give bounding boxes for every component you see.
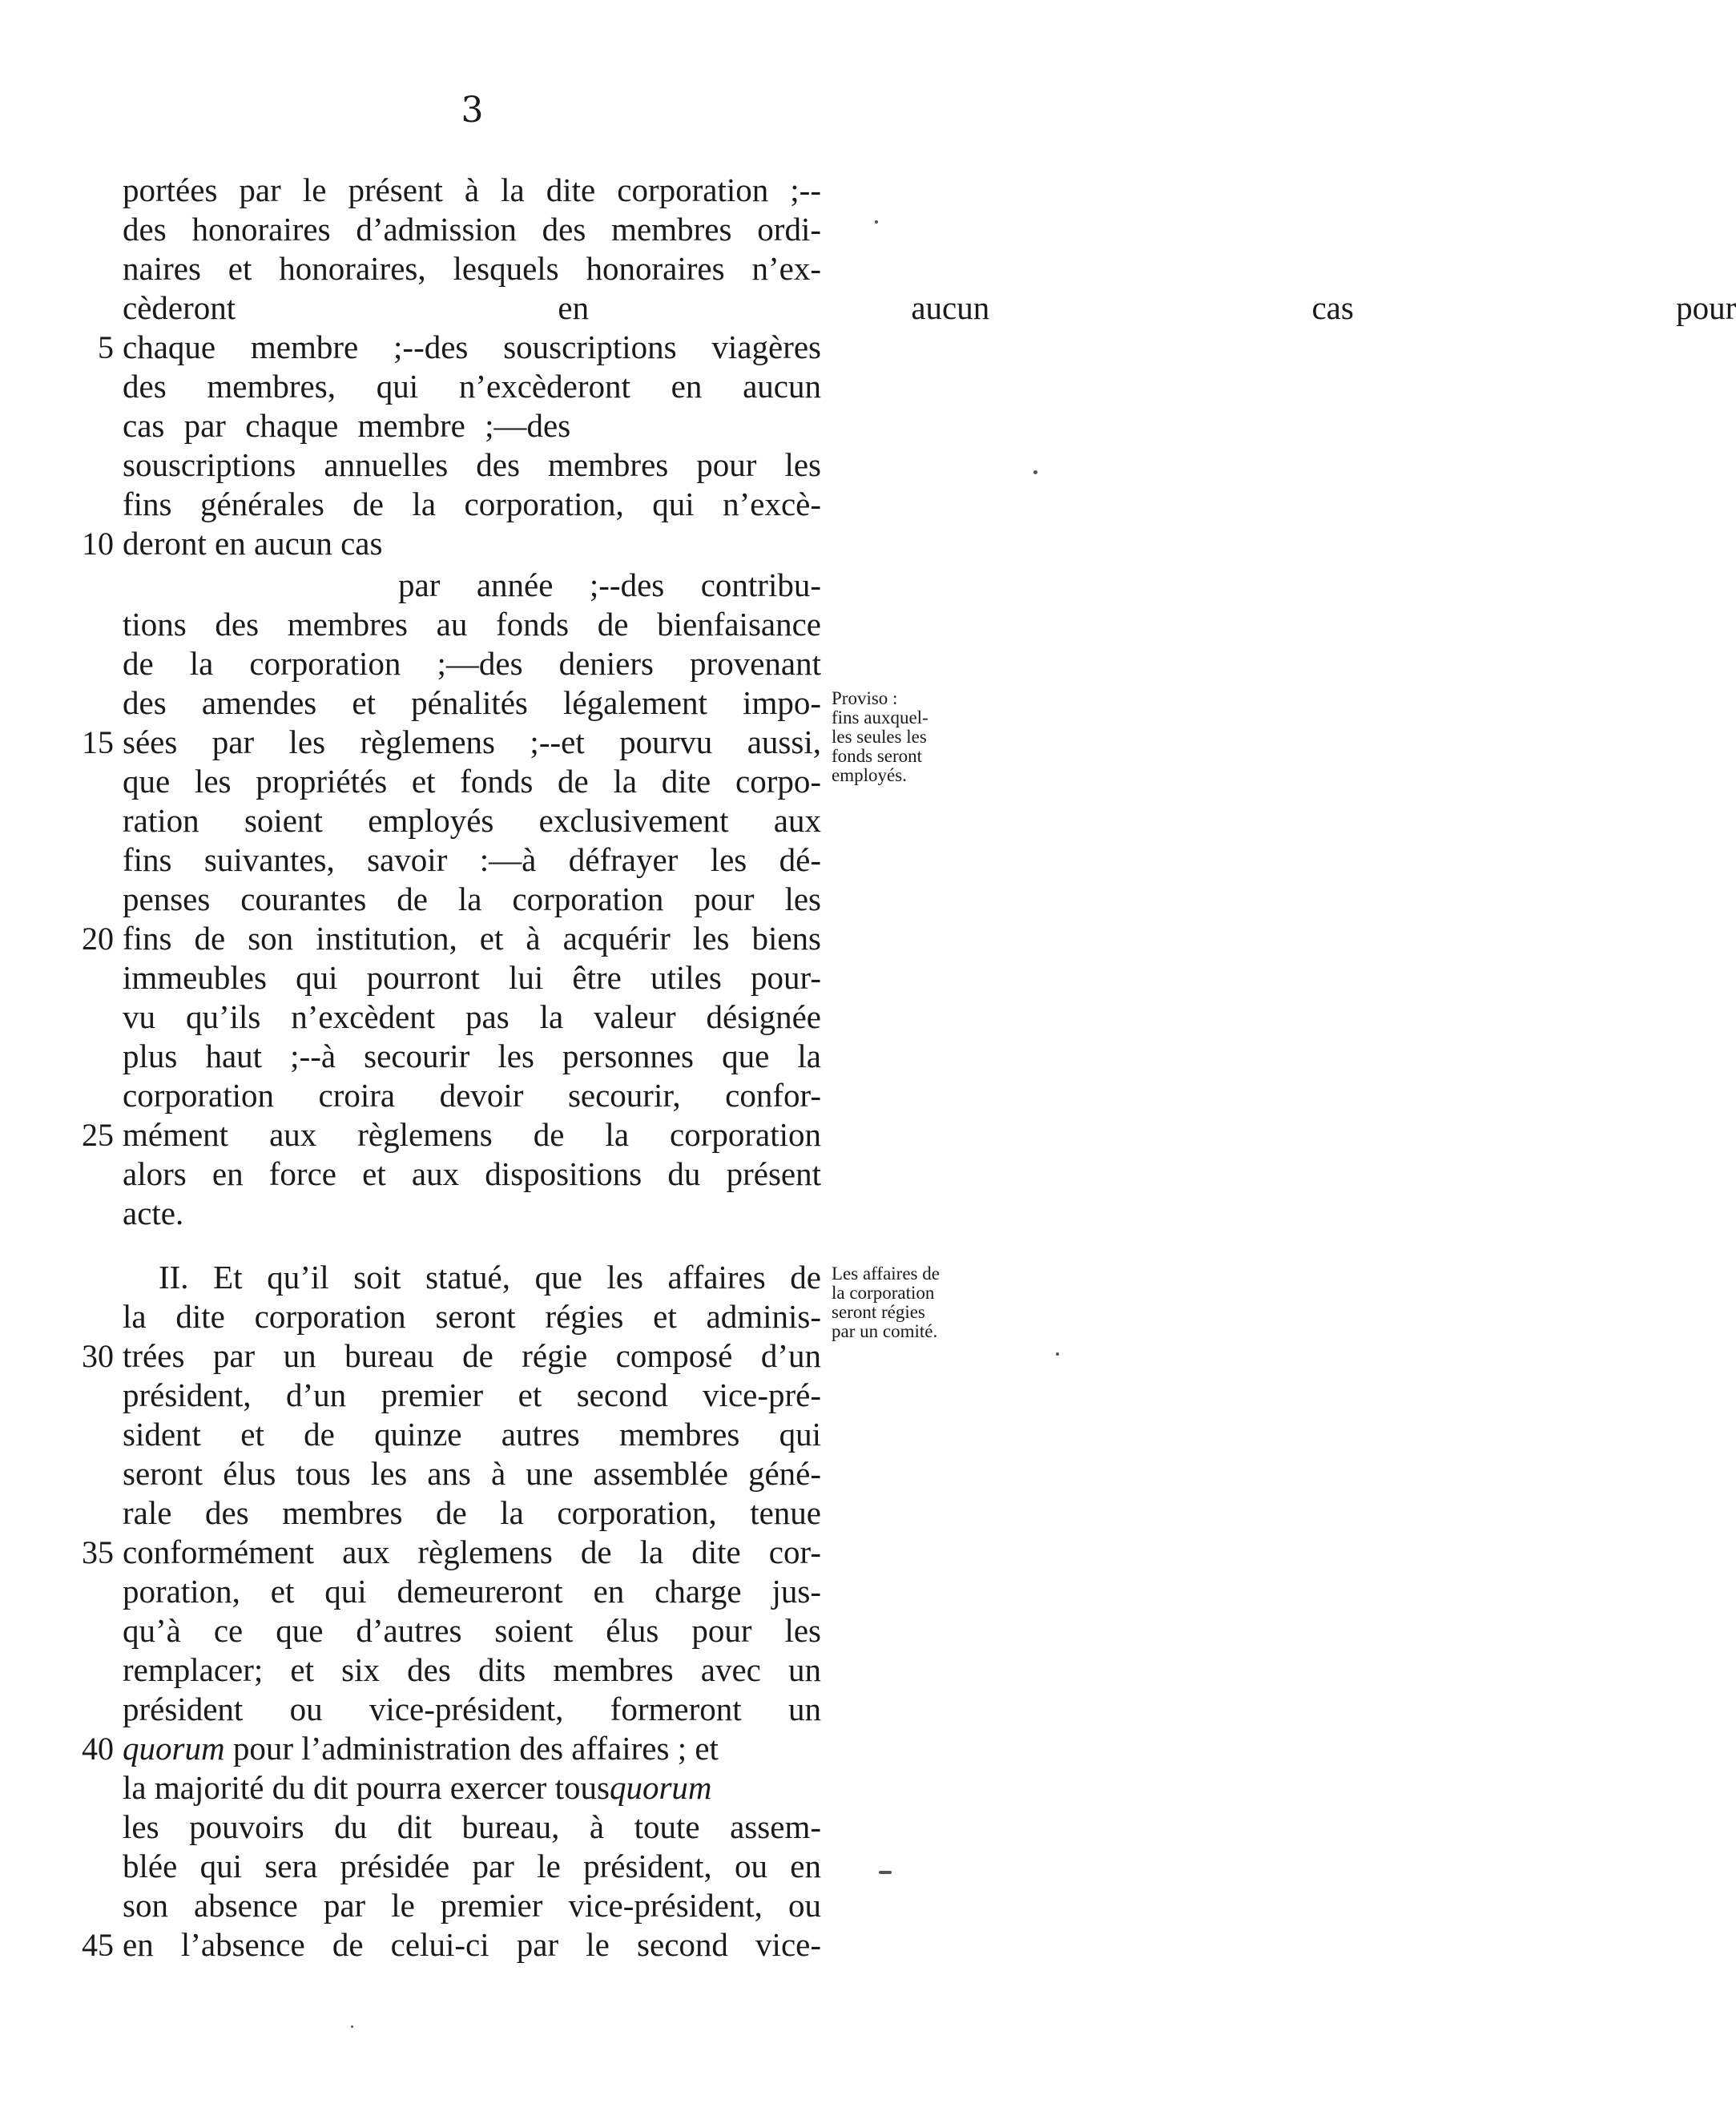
text-line: cas par chaque membre ;—des	[123, 407, 571, 444]
text-line: ration soient employés exclusivement aux	[123, 802, 821, 839]
margin-note-line: fonds seront	[832, 746, 923, 766]
text-line: conformément aux règlemens de la dite cor-	[123, 1534, 821, 1570]
text-line: deront en aucun cas	[123, 525, 383, 562]
text-line: plus haut ;--à secourir les personnes que la	[123, 1038, 821, 1074]
text-line: les pouvoirs du dit bureau, à toute assem-	[123, 1808, 821, 1845]
paper-speck	[879, 1871, 892, 1874]
text-line-rest: la majorité du dit pourra exercer tous	[123, 1769, 610, 1806]
text-line: sident et de quinze autres membres qui	[123, 1416, 821, 1453]
text-line: des honoraires d’admission des membres ordi-	[123, 211, 821, 248]
text-line: naires et honoraires, lesquels honoraires n’ex-	[123, 250, 821, 287]
text-line: tions des membres au fonds de bienfaisance	[123, 606, 821, 643]
text-line: par année ;--des contribu-	[398, 566, 821, 603]
margin-note-line: Proviso :	[832, 688, 898, 708]
text-line: des membres, qui n’excèderont en aucun	[123, 368, 821, 405]
text-line: corporation croira devoir secourir, confor-	[123, 1077, 821, 1114]
italic-term: quorum	[123, 1730, 225, 1767]
text-line: de la corporation ;—des deniers provenant	[123, 645, 821, 682]
margin-note-line: seront régies	[832, 1302, 925, 1322]
line-number: 30	[82, 1338, 114, 1374]
line-number: 15	[82, 724, 114, 760]
page-number: 3	[461, 90, 485, 131]
text-line: immeubles qui pourront lui être utiles pour-	[123, 959, 821, 996]
margin-note-affaires	[832, 1264, 1004, 1341]
line-number: 10	[82, 526, 114, 562]
line-number: 5	[98, 329, 114, 365]
text-line: président, d’un premier et second vice-pré-	[123, 1376, 821, 1413]
line-number: 40	[82, 1731, 114, 1767]
text-line: qu’à ce que d’autres soient élus pour les	[123, 1612, 821, 1649]
paper-speck	[875, 220, 878, 224]
line-number: 45	[82, 1927, 114, 1963]
text-line: trées par un bureau de régie composé d’un	[123, 1337, 821, 1374]
text-line: acte.	[123, 1195, 184, 1231]
text-line: son absence par le premier vice-président, ou	[123, 1887, 821, 1924]
section-heading-line: II. Et qu’il soit statué, que les affaires de	[159, 1259, 821, 1296]
paper-speck	[1056, 1352, 1059, 1356]
line-number: 25	[82, 1117, 114, 1153]
text-line	[123, 1729, 821, 1768]
line-number: 35	[82, 1534, 114, 1570]
text-line: en l’absence de celui-ci par le second vice-	[123, 1926, 821, 1963]
text-line: souscriptions annuelles des membres pour les	[123, 446, 821, 483]
text-line-rest: pour l’administration des affaires ; et	[224, 1730, 719, 1767]
text-line: président ou vice-président, formeront un	[123, 1691, 821, 1727]
margin-note-proviso	[832, 689, 1004, 785]
line-number: 20	[82, 921, 114, 957]
text-line: penses courantes de la corporation pour les	[123, 881, 821, 917]
text-line: poration, et qui demeureront en charge jus-	[123, 1573, 821, 1610]
text-line: la dite corporation seront régies et adminis-	[123, 1298, 821, 1335]
text-line: vu qu’ils n’excèdent pas la valeur désignée	[123, 998, 821, 1035]
paper-speck	[1033, 470, 1037, 474]
text-line: remplacer; et six des dits membres avec un	[123, 1651, 821, 1688]
text-line: des amendes et pénalités légalement impo-	[123, 684, 821, 721]
paper-speck	[351, 2025, 353, 2028]
margin-note-line: employés.	[832, 765, 907, 785]
text-line: mément aux règlemens de la corporation	[123, 1116, 821, 1153]
text-line: cèderont en aucun cas pour	[123, 289, 1736, 326]
text-line: rale des membres de la corporation, tenue	[123, 1494, 821, 1531]
text-line: fins de son institution, et à acquérir les biens	[123, 920, 821, 957]
text-line: blée qui sera présidée par le président, ou en	[123, 1848, 821, 1884]
text-line: chaque membre ;--des souscriptions viagères	[123, 328, 821, 365]
margin-note-line: fins auxquel-	[832, 707, 928, 727]
margin-note-line: Les affaires de	[832, 1264, 940, 1284]
text-line	[123, 1768, 821, 1808]
margin-note-line: la corporation	[832, 1283, 935, 1303]
italic-term: quorum	[609, 1769, 712, 1806]
text-line: fins suivantes, savoir :—à défrayer les dé-	[123, 841, 821, 878]
margin-note-line: par un comité.	[832, 1321, 938, 1341]
text-line: que les propriétés et fonds de la dite corpo-	[123, 763, 821, 800]
text-line: portées par le présent à la dite corporation ;--	[123, 171, 821, 208]
text-line: fins générales de la corporation, qui n’excè-	[123, 486, 821, 522]
margin-note-line: les seules les	[832, 727, 927, 747]
text-line: sées par les règlemens ;--et pourvu aussi,	[123, 723, 821, 760]
text-line: seront élus tous les ans à une assemblée géné-	[123, 1455, 821, 1492]
text-line: alors en force et aux dispositions du présent	[123, 1155, 821, 1192]
